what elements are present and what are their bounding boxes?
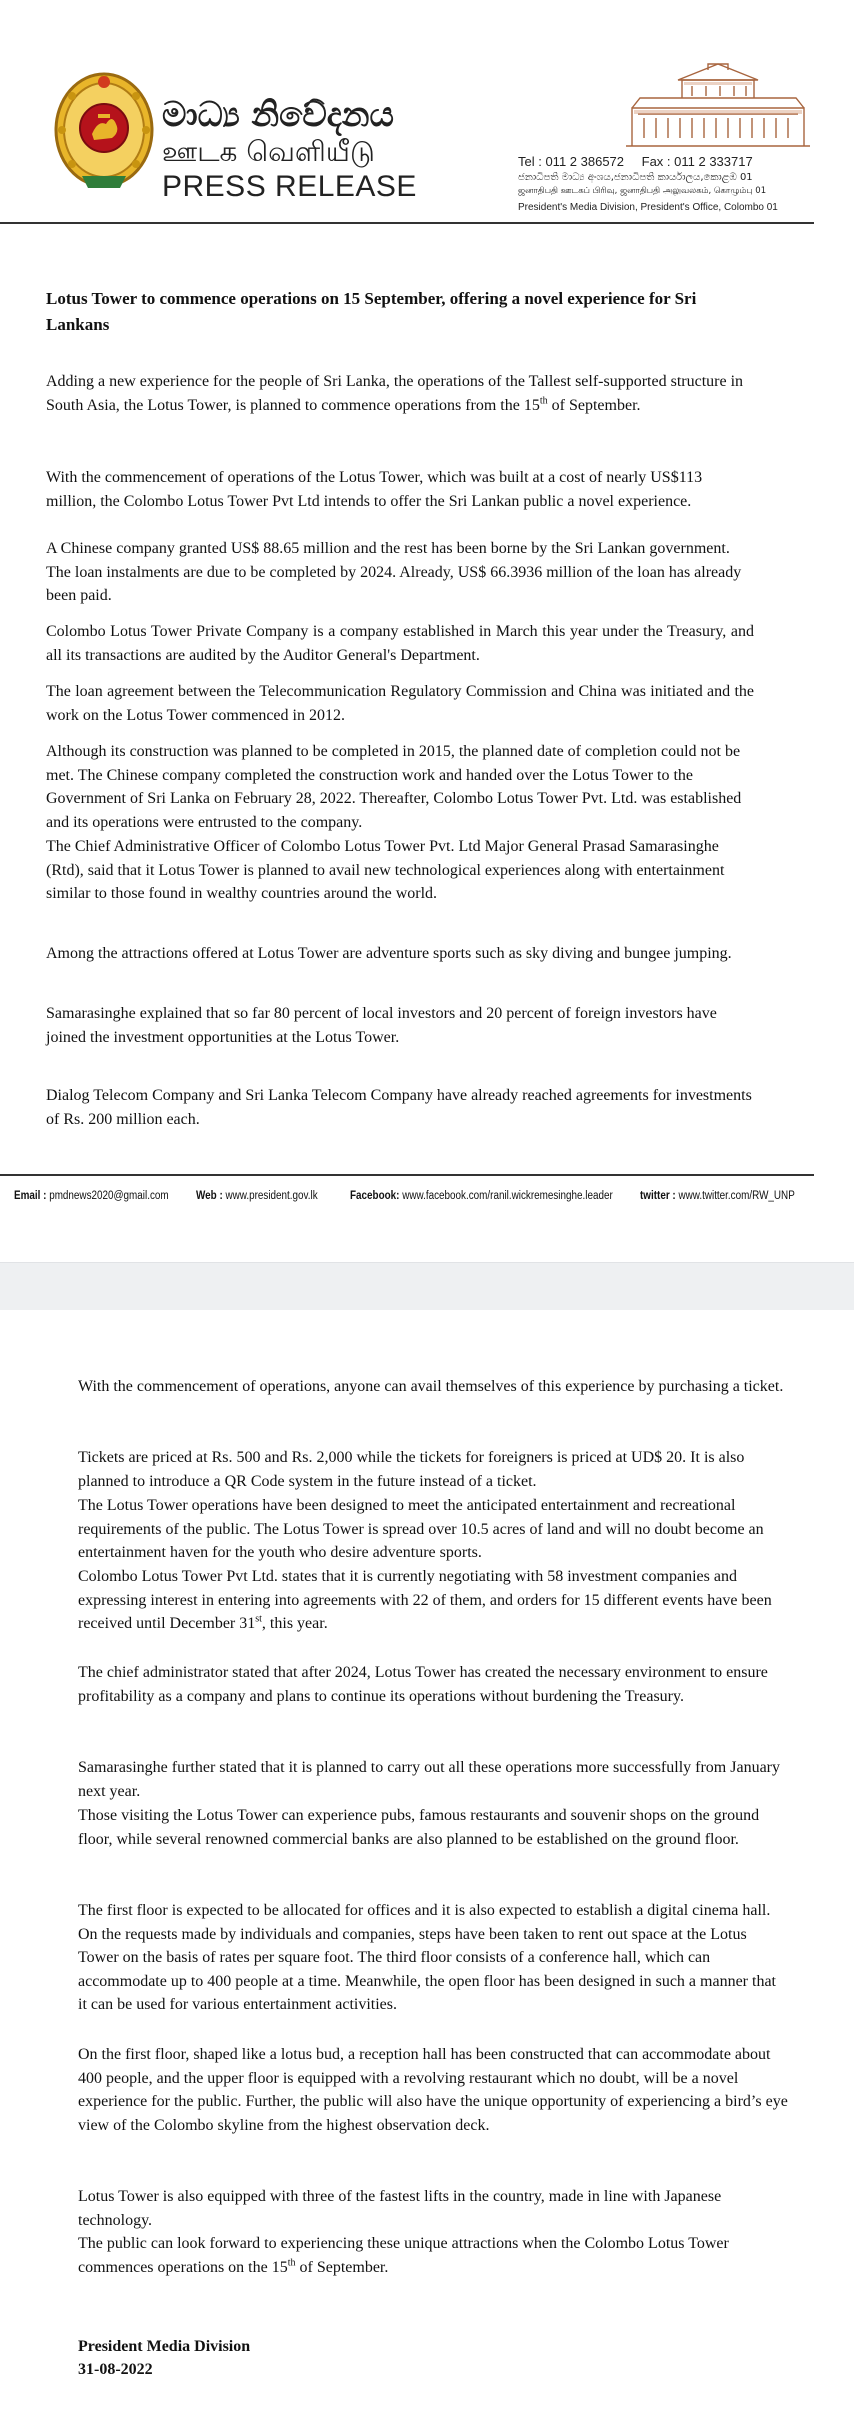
paragraph-3: A Chinese company granted US$ 88.65 million and the rest has been borne by the Sri Lankan government. The loan instalments are due to be completed by 2024. Already, US$ 66.3936 million of the loan has already been paid.: [46, 540, 742, 605]
signature-division: President Media Division: [78, 2338, 251, 2355]
paragraph-11: With the commencement of operations, anyone can avail themselves of this experience by purchasing a ticket.: [78, 1378, 784, 1395]
paragraph-8: Among the attractions offered at Lotus Tower are adventure sports such as sky diving and bungee jumping.: [46, 945, 732, 962]
presidents-office-building-icon: [622, 60, 814, 150]
footer-web: Web : www.president.gov.lk: [196, 1190, 318, 1202]
footer-email: Email : pmdnews2020@gmail.com: [14, 1190, 169, 1202]
paragraph-5: The loan agreement between the Telecommunication Regulatory Commission and China was initiated and the work on the Lotus Tower commenced in 2012.: [46, 683, 754, 724]
footer-twitter: twitter : www.twitter.com/RW_UNP: [640, 1190, 795, 1202]
title-tamil: ஊடக வெளியீடு: [162, 135, 375, 168]
paragraph-6: Although its construction was planned to be completed in 2015, the planned date of completion could not be met. The Chinese company completed the construction work and handed over the Lotus Tower to the Government of Sri Lanka on February 28, 2022. Thereafter, Colombo Lotus Tower Pvt. Ltd. was established and its operations were entrusted to the company.: [46, 743, 742, 831]
paragraph-4: Colombo Lotus Tower Private Company is a company established in March this year under the Treasury, and all its transactions are audited by the Auditor General's Department.: [46, 623, 754, 664]
page-2: [0, 1310, 854, 2411]
footer-facebook: Facebook: www.facebook.com/ranil.wickremesinghe.leader: [350, 1190, 613, 1202]
paragraph-12: Tickets are priced at Rs. 500 and Rs. 2,000 while the tickets for foreigners is priced at UD$ 20. It is also planned to introduce a QR Code system in the future instead of a ticket.: [78, 1449, 745, 1490]
paragraph-19: On the first floor, shaped like a lotus bud, a reception hall has been constructed that can accommodate about 400 people, and the upper floor is equipped with a revolving restaurant which no doubt, will be a novel experience for the public. Further, the public will also have the unique opportunity of experiencing a bird’s eye view of the Colombo skyline from the highest observation deck.: [78, 2046, 788, 2134]
title-sinhala: මාධ්‍ය නිවේදනය: [162, 95, 394, 135]
header-divider: [0, 222, 814, 224]
paragraph-18: The first floor is expected to be allocated for offices and it is also expected to establish a digital cinema hall. On the requests made by individuals and companies, steps have been taken to rent out space at the Lotus Tower on the basis of rates per square foot. The third floor consists of a conference hall, which can accommodate up to 400 people at a time. Meanwhile, the open floor has been designed in such a manner that it can be used for various entertainment activities.: [78, 1902, 776, 2014]
contact-footer: [0, 1180, 854, 1216]
paragraph-10: Dialog Telecom Company and Sri Lanka Telecom Company have already reached agreements for investments of Rs. 200 million each.: [46, 1087, 752, 1128]
release-date: 31-08-2022: [78, 2361, 153, 2378]
email-link[interactable]: pmdnews2020@gmail.com: [49, 1190, 169, 1202]
paragraph-14: Colombo Lotus Tower Pvt Ltd. states that it is currently negotiating with 58 investment companies and expressing interest in entering into agreements with 22 of them, and orders for 15 different events have been received until December 31st, this year.: [78, 1568, 772, 1633]
contact-phone-fax: [518, 154, 753, 169]
paragraph-15: The chief administrator stated that after 2024, Lotus Tower has created the necessary environment to ensure profitability as a company and plans to continue its operations without burdening the Treasury.: [78, 1664, 768, 1705]
title-english: PRESS RELEASE: [162, 170, 417, 203]
footer-divider: [0, 1174, 814, 1176]
paragraph-21: The public can look forward to experiencing these unique attractions when the Colombo Lotus Tower commences operations on the 15th of September.: [78, 2235, 729, 2276]
paragraph-13: The Lotus Tower operations have been designed to meet the anticipated entertainment and recreational requirements of the public. The Lotus Tower is spread over 10.5 acres of land and will no doubt become an entertainment haven for the youth who desire adventure sports.: [78, 1497, 764, 1562]
web-link[interactable]: www.president.gov.lk: [225, 1190, 318, 1202]
fax-text: Fax : 011 2 333717: [641, 154, 753, 169]
paragraph-9: Samarasinghe explained that so far 80 percent of local investors and 20 percent of foreign investors have joined the investment opportunities at the Lotus Tower.: [46, 1005, 717, 1046]
paragraph-1: Adding a new experience for the people of Sri Lanka, the operations of the Tallest self-supported structure in South Asia, the Lotus Tower, is planned to commence operations from the 15th of September.: [46, 373, 744, 414]
tel-text: Tel : 011 2 386572: [518, 154, 625, 169]
address-english: President's Media Division, President's Office, Colombo 01: [518, 202, 778, 213]
page-separator: [0, 1262, 854, 1312]
paragraph-7: The Chief Administrative Officer of Colombo Lotus Tower Pvt. Ltd Major General Prasad Samarasinghe (Rtd), said that it Lotus Tower is planned to avail new technological experiences along with entertainment similar to those found in wealthy countries around the world.: [46, 838, 725, 903]
paragraph-16: Samarasinghe further stated that it is planned to carry out all these operations more successfully from January next year.: [78, 1759, 781, 1800]
address-sinhala: ජනාධිපති මාධ්‍ය අංශය,ජනාධිපති කාර්යාලය,කොළඹ 01: [518, 172, 753, 183]
paragraph-17: Those visiting the Lotus Tower can experience pubs, famous restaurants and souvenir shops on the ground floor, while several renowned commercial banks are also planned to be established on the ground floor.: [78, 1807, 760, 1848]
paragraph-20: Lotus Tower is also equipped with three of the fastest lifts in the country, made in line with Japanese technology.: [78, 2188, 722, 2229]
sri-lanka-emblem-icon: [52, 68, 156, 198]
address-tamil: ஜனாதிபதி ஊடகப் பிரிவு, ஜனாதிபதி அலுவலகம், கொழும்பு 01: [518, 186, 767, 196]
twitter-link[interactable]: www.twitter.com/RW_UNP: [678, 1190, 795, 1202]
facebook-link[interactable]: www.facebook.com/ranil.wickremesinghe.leader: [402, 1190, 613, 1202]
paragraph-2: With the commencement of operations of the Lotus Tower, which was built at a cost of nearly US$113 million, the Colombo Lotus Tower Pvt Ltd intends to offer the Sri Lankan public a novel experience.: [46, 469, 703, 510]
headline: Lotus Tower to commence operations on 15 September, offering a novel experience for Sri Lankans: [46, 289, 697, 334]
